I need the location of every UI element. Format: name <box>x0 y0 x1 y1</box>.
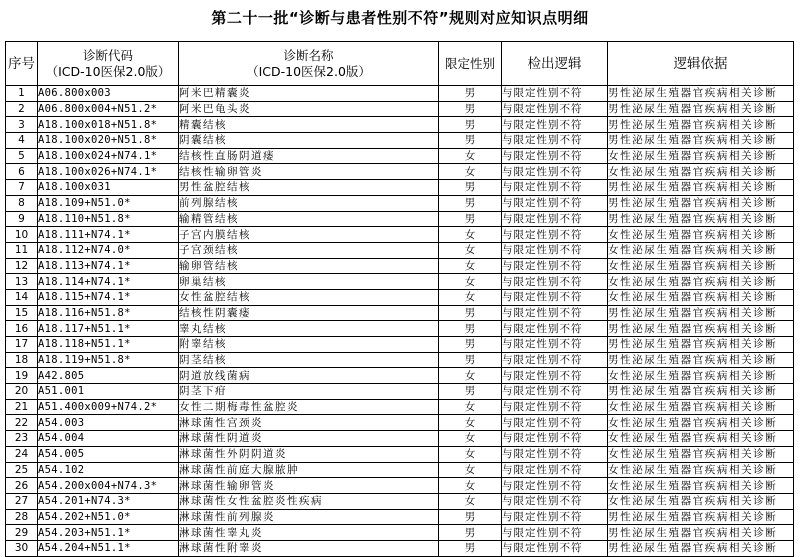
row-diagnosis-name: 淋球菌性输卵管炎 <box>179 478 439 494</box>
row-logic-basis: 男性泌尿生殖器官疾病相关诊断 <box>608 509 794 525</box>
table-row <box>6 446 794 462</box>
table-row <box>6 431 794 447</box>
row-restricted-sex: 男 <box>439 195 502 211</box>
row-diagnosis-code: A54.102 <box>38 462 179 478</box>
header-code <box>38 42 179 86</box>
row-diagnosis-name: 结核性直肠阴道瘘 <box>179 148 439 164</box>
header-name-line1: 诊断名称 <box>283 47 334 63</box>
row-logic-basis: 女性泌尿生殖器官疾病相关诊断 <box>608 289 794 305</box>
row-diagnosis-code: A18.114+N74.1* <box>38 274 179 290</box>
row-detection-logic: 与限定性别不符 <box>502 101 608 117</box>
table-row <box>6 195 794 211</box>
rules-table <box>5 41 794 557</box>
row-diagnosis-name: 阴道放线菌病 <box>179 368 439 384</box>
row-diagnosis-code: A18.112+N74.0* <box>38 242 179 258</box>
row-restricted-sex: 男 <box>439 305 502 321</box>
row-restricted-sex: 男 <box>439 101 502 117</box>
row-no: 3 <box>6 117 38 133</box>
row-logic-basis: 男性泌尿生殖器官疾病相关诊断 <box>608 180 794 196</box>
row-detection-logic: 与限定性别不符 <box>502 148 608 164</box>
row-no: 19 <box>6 368 38 384</box>
table-row <box>6 462 794 478</box>
row-restricted-sex: 女 <box>439 242 502 258</box>
row-no: 23 <box>6 431 38 447</box>
header-name-line2: （ICD-10医保2.0版） <box>246 63 371 79</box>
row-detection-logic: 与限定性别不符 <box>502 321 608 337</box>
row-logic-basis: 女性泌尿生殖器官疾病相关诊断 <box>608 148 794 164</box>
row-diagnosis-name: 精囊结核 <box>179 117 439 133</box>
table-row <box>6 148 794 164</box>
row-restricted-sex: 女 <box>439 148 502 164</box>
table-row <box>6 117 794 133</box>
row-diagnosis-code: A18.115+N74.1* <box>38 289 179 305</box>
row-restricted-sex: 男 <box>439 337 502 353</box>
row-logic-basis: 男性泌尿生殖器官疾病相关诊断 <box>608 101 794 117</box>
row-diagnosis-name: 输卵管结核 <box>179 258 439 274</box>
row-diagnosis-code: A51.001 <box>38 384 179 400</box>
row-diagnosis-name: 阿米巴精囊炎 <box>179 86 439 102</box>
row-logic-basis: 女性泌尿生殖器官疾病相关诊断 <box>608 227 794 243</box>
row-diagnosis-name: 附睾结核 <box>179 337 439 353</box>
row-diagnosis-code: A51.400x009+N74.2* <box>38 399 179 415</box>
row-diagnosis-code: A54.204+N51.1* <box>38 540 179 556</box>
header-code-line1: 诊断代码 <box>82 47 133 63</box>
row-diagnosis-name: 女性二期梅毒性盆腔炎 <box>179 399 439 415</box>
row-no: 16 <box>6 321 38 337</box>
row-diagnosis-code: A18.100x024+N74.1* <box>38 148 179 164</box>
header-no: 序号 <box>6 42 38 86</box>
row-logic-basis: 男性泌尿生殖器官疾病相关诊断 <box>608 525 794 541</box>
row-no: 8 <box>6 195 38 211</box>
table-row <box>6 368 794 384</box>
row-diagnosis-code: A18.111+N74.1* <box>38 227 179 243</box>
row-restricted-sex: 女 <box>439 368 502 384</box>
row-diagnosis-code: A54.004 <box>38 431 179 447</box>
header-basis: 逻辑依据 <box>608 42 794 86</box>
row-restricted-sex: 女 <box>439 478 502 494</box>
row-no: 20 <box>6 384 38 400</box>
row-logic-basis: 女性泌尿生殖器官疾病相关诊断 <box>608 368 794 384</box>
row-detection-logic: 与限定性别不符 <box>502 431 608 447</box>
row-restricted-sex: 女 <box>439 462 502 478</box>
table-row <box>6 305 794 321</box>
table-header-row <box>6 42 794 86</box>
table-row <box>6 321 794 337</box>
table-row <box>6 289 794 305</box>
row-no: 14 <box>6 289 38 305</box>
row-logic-basis: 女性泌尿生殖器官疾病相关诊断 <box>608 399 794 415</box>
row-detection-logic: 与限定性别不符 <box>502 195 608 211</box>
row-restricted-sex: 女 <box>439 493 502 509</box>
table-row <box>6 180 794 196</box>
row-diagnosis-code: A18.109+N51.0* <box>38 195 179 211</box>
table-row <box>6 227 794 243</box>
row-no: 13 <box>6 274 38 290</box>
table-row <box>6 211 794 227</box>
table-row <box>6 86 794 102</box>
row-restricted-sex: 男 <box>439 384 502 400</box>
row-diagnosis-name: 淋球菌性附睾炎 <box>179 540 439 556</box>
header-code-line2: （ICD-10医保2.0版） <box>45 63 171 79</box>
row-diagnosis-name: 男性盆腔结核 <box>179 180 439 196</box>
row-logic-basis: 男性泌尿生殖器官疾病相关诊断 <box>608 337 794 353</box>
row-diagnosis-code: A18.118+N51.1* <box>38 337 179 353</box>
row-logic-basis: 女性泌尿生殖器官疾病相关诊断 <box>608 258 794 274</box>
table-row <box>6 478 794 494</box>
row-detection-logic: 与限定性别不符 <box>502 509 608 525</box>
row-restricted-sex: 男 <box>439 509 502 525</box>
row-detection-logic: 与限定性别不符 <box>502 164 608 180</box>
row-detection-logic: 与限定性别不符 <box>502 415 608 431</box>
row-logic-basis: 男性泌尿生殖器官疾病相关诊断 <box>608 86 794 102</box>
row-no: 9 <box>6 211 38 227</box>
row-diagnosis-code: A18.100x031 <box>38 180 179 196</box>
row-logic-basis: 女性泌尿生殖器官疾病相关诊断 <box>608 493 794 509</box>
row-diagnosis-code: A18.100x018+N51.8* <box>38 117 179 133</box>
row-diagnosis-code: A18.100x020+N51.8* <box>38 133 179 149</box>
row-no: 29 <box>6 525 38 541</box>
row-restricted-sex: 女 <box>439 415 502 431</box>
row-detection-logic: 与限定性别不符 <box>502 540 608 556</box>
row-no: 18 <box>6 352 38 368</box>
row-diagnosis-code: A18.100x026+N74.1* <box>38 164 179 180</box>
row-no: 4 <box>6 133 38 149</box>
row-diagnosis-code: A54.202+N51.0* <box>38 509 179 525</box>
row-restricted-sex: 男 <box>439 525 502 541</box>
row-detection-logic: 与限定性别不符 <box>502 258 608 274</box>
header-sex: 限定性别 <box>439 42 502 86</box>
row-detection-logic: 与限定性别不符 <box>502 399 608 415</box>
row-restricted-sex: 男 <box>439 86 502 102</box>
row-logic-basis: 女性泌尿生殖器官疾病相关诊断 <box>608 242 794 258</box>
row-logic-basis: 女性泌尿生殖器官疾病相关诊断 <box>608 446 794 462</box>
row-logic-basis: 男性泌尿生殖器官疾病相关诊断 <box>608 352 794 368</box>
row-detection-logic: 与限定性别不符 <box>502 337 608 353</box>
table-row <box>6 509 794 525</box>
row-no: 24 <box>6 446 38 462</box>
row-detection-logic: 与限定性别不符 <box>502 227 608 243</box>
row-logic-basis: 男性泌尿生殖器官疾病相关诊断 <box>608 117 794 133</box>
row-logic-basis: 女性泌尿生殖器官疾病相关诊断 <box>608 415 794 431</box>
table-row <box>6 258 794 274</box>
row-no: 26 <box>6 478 38 494</box>
table-row <box>6 133 794 149</box>
row-no: 25 <box>6 462 38 478</box>
row-restricted-sex: 男 <box>439 321 502 337</box>
row-detection-logic: 与限定性别不符 <box>502 117 608 133</box>
row-detection-logic: 与限定性别不符 <box>502 525 608 541</box>
row-diagnosis-name: 阴茎下疳 <box>179 384 439 400</box>
row-no: 11 <box>6 242 38 258</box>
row-detection-logic: 与限定性别不符 <box>502 368 608 384</box>
row-diagnosis-code: A54.201+N74.3* <box>38 493 179 509</box>
row-diagnosis-name: 淋球菌性睾丸炎 <box>179 525 439 541</box>
row-diagnosis-code: A18.113+N74.1* <box>38 258 179 274</box>
document-title: 第二十一批“诊断与患者性别不符”规则对应知识点明细 <box>211 9 589 27</box>
row-diagnosis-name: 结核性输卵管炎 <box>179 164 439 180</box>
row-logic-basis: 女性泌尿生殖器官疾病相关诊断 <box>608 478 794 494</box>
row-no: 21 <box>6 399 38 415</box>
row-no: 22 <box>6 415 38 431</box>
row-detection-logic: 与限定性别不符 <box>502 384 608 400</box>
row-restricted-sex: 女 <box>439 399 502 415</box>
row-detection-logic: 与限定性别不符 <box>502 305 608 321</box>
row-no: 15 <box>6 305 38 321</box>
row-no: 1 <box>6 86 38 102</box>
row-logic-basis: 男性泌尿生殖器官疾病相关诊断 <box>608 321 794 337</box>
row-restricted-sex: 女 <box>439 274 502 290</box>
row-diagnosis-code: A06.800x003 <box>38 86 179 102</box>
row-logic-basis: 女性泌尿生殖器官疾病相关诊断 <box>608 462 794 478</box>
row-restricted-sex: 男 <box>439 117 502 133</box>
row-detection-logic: 与限定性别不符 <box>502 446 608 462</box>
row-diagnosis-name: 子宫颈结核 <box>179 242 439 258</box>
row-no: 12 <box>6 258 38 274</box>
row-diagnosis-code: A54.203+N51.1* <box>38 525 179 541</box>
row-no: 7 <box>6 180 38 196</box>
row-logic-basis: 男性泌尿生殖器官疾病相关诊断 <box>608 540 794 556</box>
table-body <box>6 86 794 557</box>
row-diagnosis-name: 子宫内膜结核 <box>179 227 439 243</box>
row-diagnosis-name: 输精管结核 <box>179 211 439 227</box>
table-row <box>6 101 794 117</box>
row-logic-basis: 男性泌尿生殖器官疾病相关诊断 <box>608 305 794 321</box>
row-diagnosis-name: 淋球菌性宫颈炎 <box>179 415 439 431</box>
row-diagnosis-name: 淋球菌性前庭大腺脓肿 <box>179 462 439 478</box>
row-no: 5 <box>6 148 38 164</box>
row-no: 27 <box>6 493 38 509</box>
row-detection-logic: 与限定性别不符 <box>502 180 608 196</box>
row-restricted-sex: 男 <box>439 540 502 556</box>
row-diagnosis-name: 淋球菌性女性盆腔炎性疾病 <box>179 493 439 509</box>
row-diagnosis-name: 淋球菌性阴道炎 <box>179 431 439 447</box>
table-row <box>6 337 794 353</box>
row-diagnosis-code: A54.003 <box>38 415 179 431</box>
row-detection-logic: 与限定性别不符 <box>502 274 608 290</box>
table-row <box>6 540 794 556</box>
row-restricted-sex: 男 <box>439 133 502 149</box>
row-logic-basis: 女性泌尿生殖器官疾病相关诊断 <box>608 274 794 290</box>
table-row <box>6 352 794 368</box>
table-row <box>6 384 794 400</box>
row-restricted-sex: 女 <box>439 258 502 274</box>
row-diagnosis-name: 淋球菌性前列腺炎 <box>179 509 439 525</box>
row-logic-basis: 男性泌尿生殖器官疾病相关诊断 <box>608 133 794 149</box>
row-restricted-sex: 男 <box>439 180 502 196</box>
row-diagnosis-name: 前列腺结核 <box>179 195 439 211</box>
row-diagnosis-name: 女性盆腔结核 <box>179 289 439 305</box>
row-diagnosis-name: 阴茎结核 <box>179 352 439 368</box>
row-logic-basis: 男性泌尿生殖器官疾病相关诊断 <box>608 211 794 227</box>
row-logic-basis: 男性泌尿生殖器官疾病相关诊断 <box>608 195 794 211</box>
row-detection-logic: 与限定性别不符 <box>502 86 608 102</box>
row-diagnosis-name: 结核性阴囊瘘 <box>179 305 439 321</box>
row-restricted-sex: 女 <box>439 446 502 462</box>
row-restricted-sex: 男 <box>439 211 502 227</box>
row-diagnosis-code: A42.805 <box>38 368 179 384</box>
row-diagnosis-name: 睾丸结核 <box>179 321 439 337</box>
row-logic-basis: 女性泌尿生殖器官疾病相关诊断 <box>608 164 794 180</box>
row-diagnosis-name: 阿米巴龟头炎 <box>179 101 439 117</box>
row-diagnosis-code: A06.800x004+N51.2* <box>38 101 179 117</box>
table-row <box>6 399 794 415</box>
row-detection-logic: 与限定性别不符 <box>502 133 608 149</box>
table-row <box>6 493 794 509</box>
table-row <box>6 164 794 180</box>
row-no: 2 <box>6 101 38 117</box>
row-no: 17 <box>6 337 38 353</box>
table-row <box>6 242 794 258</box>
row-detection-logic: 与限定性别不符 <box>502 493 608 509</box>
row-detection-logic: 与限定性别不符 <box>502 211 608 227</box>
row-restricted-sex: 女 <box>439 289 502 305</box>
row-diagnosis-code: A18.110+N51.8* <box>38 211 179 227</box>
row-no: 28 <box>6 509 38 525</box>
header-rule: 检出逻辑 <box>502 42 608 86</box>
row-detection-logic: 与限定性别不符 <box>502 242 608 258</box>
row-restricted-sex: 女 <box>439 431 502 447</box>
row-no: 6 <box>6 164 38 180</box>
row-logic-basis: 女性泌尿生殖器官疾病相关诊断 <box>608 431 794 447</box>
header-name <box>179 42 439 86</box>
row-diagnosis-name: 淋球菌性外阴阴道炎 <box>179 446 439 462</box>
row-detection-logic: 与限定性别不符 <box>502 462 608 478</box>
row-diagnosis-name: 阴囊结核 <box>179 133 439 149</box>
row-diagnosis-name: 卵巢结核 <box>179 274 439 290</box>
row-no: 30 <box>6 540 38 556</box>
row-diagnosis-code: A18.116+N51.8* <box>38 305 179 321</box>
table-row <box>6 274 794 290</box>
row-diagnosis-code: A18.119+N51.8* <box>38 352 179 368</box>
row-restricted-sex: 女 <box>439 227 502 243</box>
table-row <box>6 415 794 431</box>
row-diagnosis-code: A18.117+N51.1* <box>38 321 179 337</box>
row-no: 10 <box>6 227 38 243</box>
row-diagnosis-code: A54.005 <box>38 446 179 462</box>
row-restricted-sex: 女 <box>439 164 502 180</box>
row-detection-logic: 与限定性别不符 <box>502 352 608 368</box>
row-diagnosis-code: A54.200x004+N74.3* <box>38 478 179 494</box>
row-restricted-sex: 男 <box>439 352 502 368</box>
row-detection-logic: 与限定性别不符 <box>502 289 608 305</box>
table-row <box>6 525 794 541</box>
row-detection-logic: 与限定性别不符 <box>502 478 608 494</box>
row-logic-basis: 男性泌尿生殖器官疾病相关诊断 <box>608 384 794 400</box>
